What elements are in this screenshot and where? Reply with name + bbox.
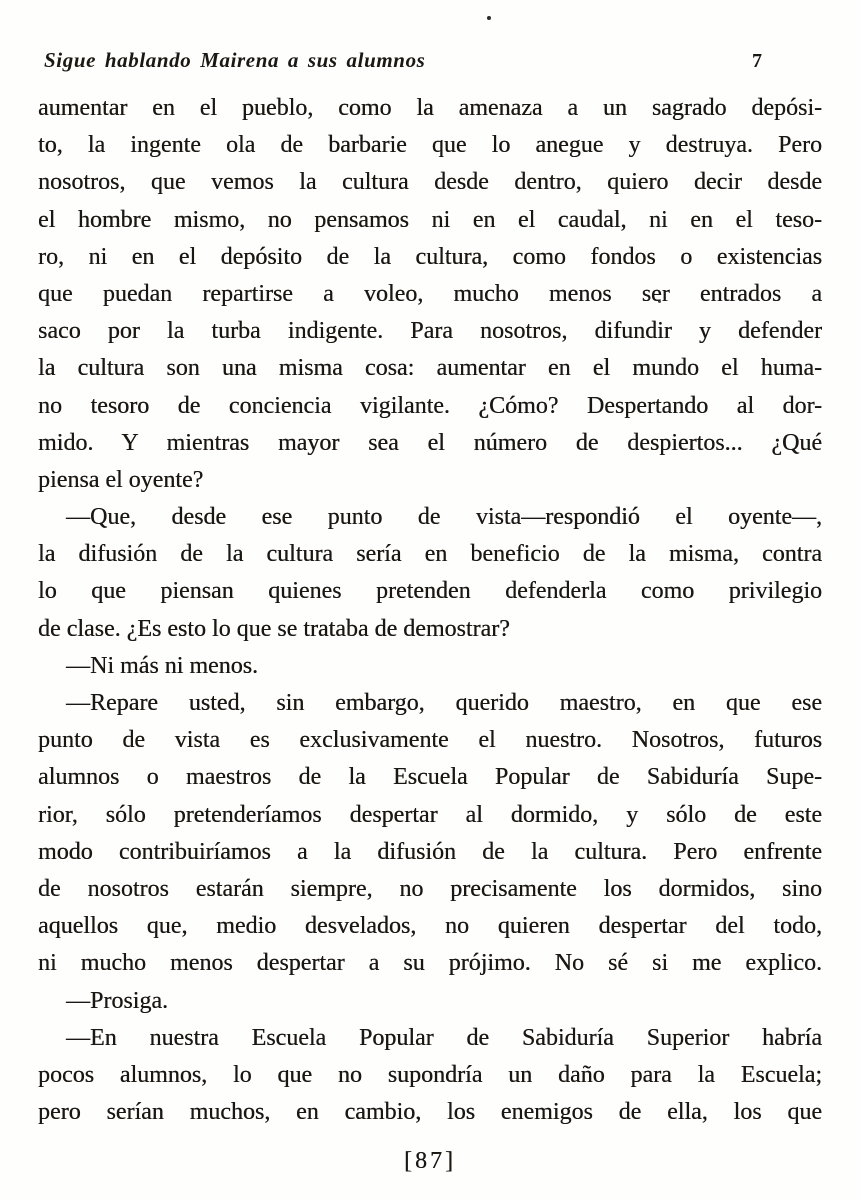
text-line: modo contribuiríamos a la difusión de la cultura. Pero enfrente bbox=[38, 838, 822, 865]
running-header bbox=[44, 48, 822, 73]
text-line: de clase. ¿Es esto lo que se trataba de demostrar? bbox=[38, 615, 510, 642]
text-line: ni mucho menos despertar a su prójimo. No sé si me explico. bbox=[38, 950, 822, 977]
paragraph bbox=[38, 1020, 822, 1132]
text-line: —En nuestra Escuela Popular de Sabiduría Superior habría bbox=[66, 1024, 822, 1051]
text-line: —Que, desde ese punto de vista—respondió el oyente—, bbox=[66, 504, 822, 531]
text-line: pocos alumnos, lo que no supondría un daño para la Escuela; bbox=[38, 1061, 822, 1088]
paragraph bbox=[38, 685, 822, 983]
text-line: to, la ingente ola de barbarie que lo anegue y destruya. Pero bbox=[38, 132, 822, 159]
text-line: aquellos que, medio desvelados, no quieren despertar del todo, bbox=[38, 913, 822, 940]
paragraph bbox=[38, 648, 822, 685]
folio: [87] bbox=[404, 1148, 456, 1174]
text-line: —Repare usted, sin embargo, querido maestro, en que ese bbox=[66, 690, 822, 716]
text-line: nosotros, que vemos la cultura desde dentro, quiero decir desde bbox=[38, 169, 822, 196]
text-line: que puedan repartirse a voleo, mucho menos ser entrados a bbox=[38, 280, 822, 307]
page-number: 7 bbox=[752, 50, 762, 72]
text-line: de nosotros estarán siempre, no precisamente los dormidos, sino bbox=[38, 875, 822, 902]
text-line: lo que piensan quienes pretenden defenderla como privilegio bbox=[38, 578, 822, 605]
running-title: Sigue hablando Mairena a sus alumnos bbox=[44, 48, 426, 72]
text-line: —Ni más ni menos. bbox=[66, 652, 258, 679]
paragraph bbox=[38, 983, 822, 1020]
paragraph bbox=[38, 90, 822, 499]
text-line: punto de vista es exclusivamente el nuestro. Nosotros, futuros bbox=[38, 727, 822, 754]
text-line: piensa el oyente? bbox=[38, 466, 204, 493]
text-line: mido. Y mientras mayor sea el número de despiertos... ¿Qué bbox=[38, 429, 822, 456]
text-line: la cultura son una misma cosa: aumentar en el mundo el huma- bbox=[38, 355, 822, 382]
text-line: saco por la turba indigente. Para nosotros, difundir y defender bbox=[38, 318, 822, 345]
page-body bbox=[38, 90, 822, 1131]
text-line: pero serían muchos, en cambio, los enemigos de ella, los que bbox=[38, 1099, 822, 1126]
text-line: —Prosiga. bbox=[66, 987, 168, 1014]
text-line: rior, sólo pretenderíamos despertar al dormido, y sólo de este bbox=[38, 801, 822, 828]
paragraph bbox=[38, 499, 822, 648]
text-line: la difusión de la cultura sería en beneficio de la misma, contra bbox=[38, 541, 822, 568]
text-line: ro, ni en el depósito de la cultura, como fondos o existencias bbox=[38, 243, 822, 270]
text-line: no tesoro de conciencia vigilante. ¿Cómo? Despertando al dor- bbox=[38, 392, 822, 419]
text-line: alumnos o maestros de la Escuela Popular de Sabiduría Supe- bbox=[38, 764, 822, 791]
text-line: el hombre mismo, no pensamos ni en el caudal, ni en el teso- bbox=[38, 206, 822, 233]
text-line: aumentar en el pueblo, como la amenaza a un sagrado depósi- bbox=[38, 95, 822, 121]
scan-speck bbox=[487, 16, 491, 20]
